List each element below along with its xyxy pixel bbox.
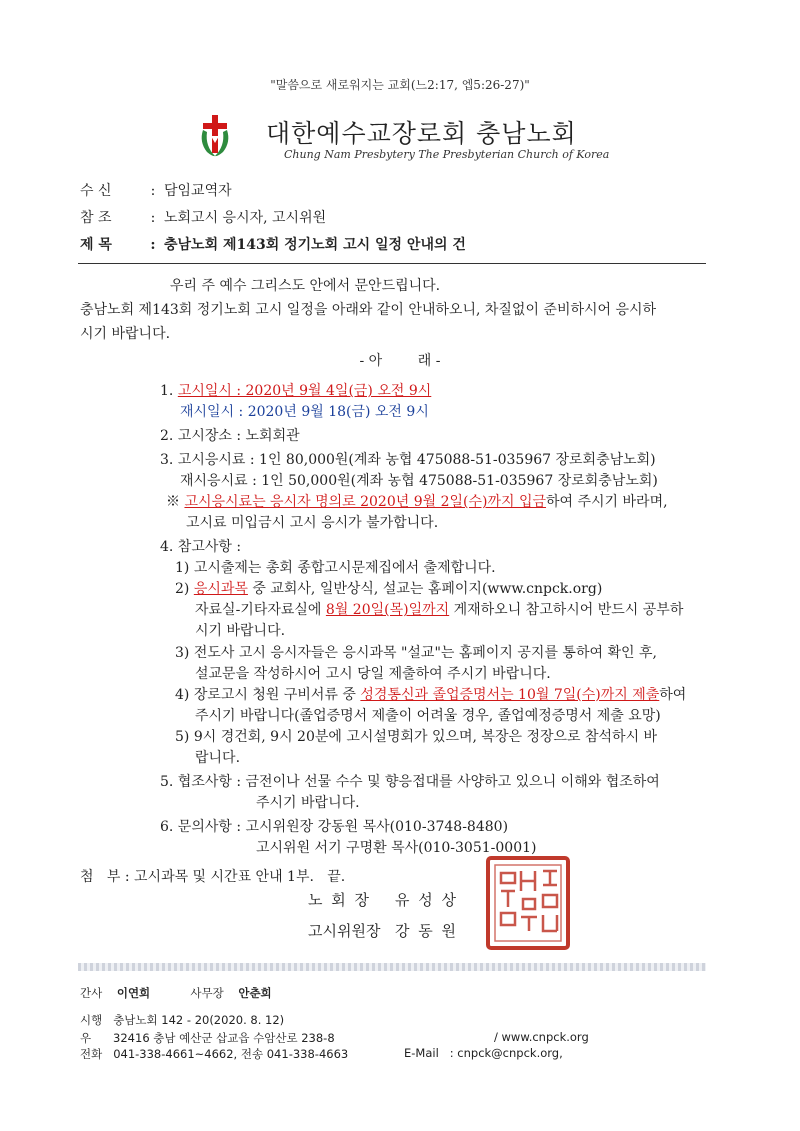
footer-staff: 간사 이연희 사무장 안춘희 bbox=[80, 986, 272, 1000]
header-divider bbox=[78, 263, 706, 264]
footer-website[interactable]: / www.cnpck.org bbox=[494, 1030, 589, 1044]
to-label: 수 신 bbox=[80, 183, 112, 199]
item-1: 1. 고시일시 : 2020년 9월 4일(금) 오전 9시 bbox=[160, 383, 432, 399]
exam-date: 고시일시 : 2020년 9월 4일(금) 오전 9시 bbox=[177, 383, 432, 399]
ref-value: 노회고시 응시자, 고시위원 bbox=[164, 210, 327, 226]
note-4-line2: 주시기 바랍니다(졸업증명서 제출이 어려울 경우, 졸업예정증명서 제출 요망) bbox=[195, 708, 661, 724]
item-5-line2: 주시기 바랍니다. bbox=[256, 795, 360, 811]
subject-label: 제 목 bbox=[80, 237, 112, 253]
intro-line3: 시기 바랍니다. bbox=[80, 326, 171, 342]
signer-1-name: 유 성 상 bbox=[395, 891, 459, 909]
item-6: 6. 문의사항 : 고시위원장 강동원 목사(010-3748-8480) bbox=[160, 819, 509, 835]
intro-line2: 충남노회 제143회 정기노회 고시 일정을 아래와 같이 안내하오니, 차질없이 준비하시어 응시하 bbox=[80, 302, 657, 318]
item-3-refee: 재시응시료 : 1인 50,000원(계좌 농협 475088-51-035967 장로회충남노회) bbox=[180, 473, 658, 489]
motto: "말씀으로 새로워지는 교회(느2:17, 엡5:26-27)" bbox=[270, 78, 530, 92]
presbytery-logo-icon bbox=[197, 112, 233, 158]
note-4: 4) 장로고시 청원 구비서류 중 성경통신과 졸업증명서는 10월 7일(수)까지 제출하여 bbox=[175, 687, 687, 703]
note-5-line2: 랍니다. bbox=[195, 750, 241, 766]
item-5: 5. 협조사항 : 금전이나 선물 수수 및 향응접대를 사양하고 있으니 이해와 협조하여 bbox=[160, 774, 660, 790]
subjects-label: 응시과목 bbox=[193, 581, 248, 597]
note-3: 3) 전도사 고시 응시자들은 응시과목 "설교"는 홈페이지 공지를 통하여 확인 후, bbox=[175, 645, 657, 661]
note-2-line2: 자료실-기타자료실에 8월 20일(목)일까지 게재하오니 참고하시어 반드시 공부하 bbox=[195, 602, 684, 618]
post-deadline: 8월 20일(목)일까지 bbox=[325, 602, 450, 618]
ref-label: 참 조 bbox=[80, 210, 112, 226]
note-1: 1) 고시출제는 총회 종합고시문제집에서 출제합니다. bbox=[175, 560, 496, 576]
org-name-en: Chung Nam Presbytery The Presbyterian Church of Korea bbox=[284, 148, 610, 161]
org-name-ko: 대한예수교장로회 충남노회 bbox=[266, 119, 577, 148]
item-3-fee: 3. 고시응시료 : 1인 80,000원(계좌 농협 475088-51-035967 장로회충남노회) bbox=[160, 452, 656, 468]
signer-2-title: 고시위원장 bbox=[308, 922, 381, 940]
item-4: 4. 참고사항 : bbox=[160, 539, 242, 555]
signer-1-title: 노 회 장 bbox=[308, 891, 372, 909]
footer-phone: 전화 041-338-4661~4662, 전송 041-338-4663 bbox=[80, 1047, 349, 1061]
fee-note: ※ 고시응시료는 응시자 명의로 2020년 9월 2일(수)까지 입금하여 주시기 바라며, bbox=[166, 494, 668, 510]
official-seal-icon bbox=[485, 855, 571, 951]
note-2: 2) 응시과목 중 교회사, 일반상식, 설교는 홈페이지(www.cnpck.org) bbox=[175, 581, 603, 597]
intro-greeting: 우리 주 예수 그리스도 안에서 문안드립니다. bbox=[170, 278, 441, 294]
footer-doc-number: 시행 충남노회 142 - 20(2020. 8. 12) bbox=[80, 1013, 285, 1027]
signer-2-name: 강 동 원 bbox=[395, 922, 459, 940]
footer-email: E-Mail : cnpck@cnpck.org, bbox=[404, 1046, 563, 1060]
below-heading: - 아 래 - bbox=[359, 353, 441, 369]
document-deadline: 성경통신과 졸업증명서는 10월 7일(수)까지 제출 bbox=[360, 687, 660, 703]
note-5: 5) 9시 경건회, 9시 20분에 고시설명회가 있으며, 복장은 정장으로 참석하시 바 bbox=[175, 729, 658, 745]
note-2-line3: 시기 바랍니다. bbox=[195, 623, 286, 639]
item-6-line2: 고시위원 서기 구명환 목사(010-3051-0001) bbox=[256, 840, 537, 856]
re-exam-date: 재시일시 : 2020년 9월 18(금) 오전 9시 bbox=[180, 404, 429, 420]
subject-value: 충남노회 제143회 정기노회 고시 일정 안내의 건 bbox=[164, 237, 466, 253]
header-ref: 참 조 : 노회고시 응시자, 고시위원 bbox=[80, 207, 326, 227]
header-to: 수 신 : 담임교역자 bbox=[80, 180, 232, 200]
note-3-line2: 설교문을 작성하시어 고시 당일 제출하여 주시기 바랍니다. bbox=[195, 666, 551, 682]
attachment: 첨 부 : 고시과목 및 시간표 안내 1부. 끝. bbox=[80, 869, 346, 885]
footer-band bbox=[78, 963, 706, 971]
to-value: 담임교역자 bbox=[164, 183, 232, 199]
fee-deadline: 고시응시료는 응시자 명의로 2020년 9월 2일(수)까지 입금 bbox=[184, 494, 547, 510]
item-2: 2. 고시장소 : 노회회관 bbox=[160, 428, 300, 444]
header-subject: 제 목 : 충남노회 제143회 정기노회 고시 일정 안내의 건 bbox=[80, 234, 466, 254]
fee-note-line2: 고시료 미입금시 고시 응시가 불가합니다. bbox=[186, 515, 439, 531]
footer-address: 우 32416 충남 예산군 삽교읍 수암산로 238-8 bbox=[80, 1031, 335, 1045]
